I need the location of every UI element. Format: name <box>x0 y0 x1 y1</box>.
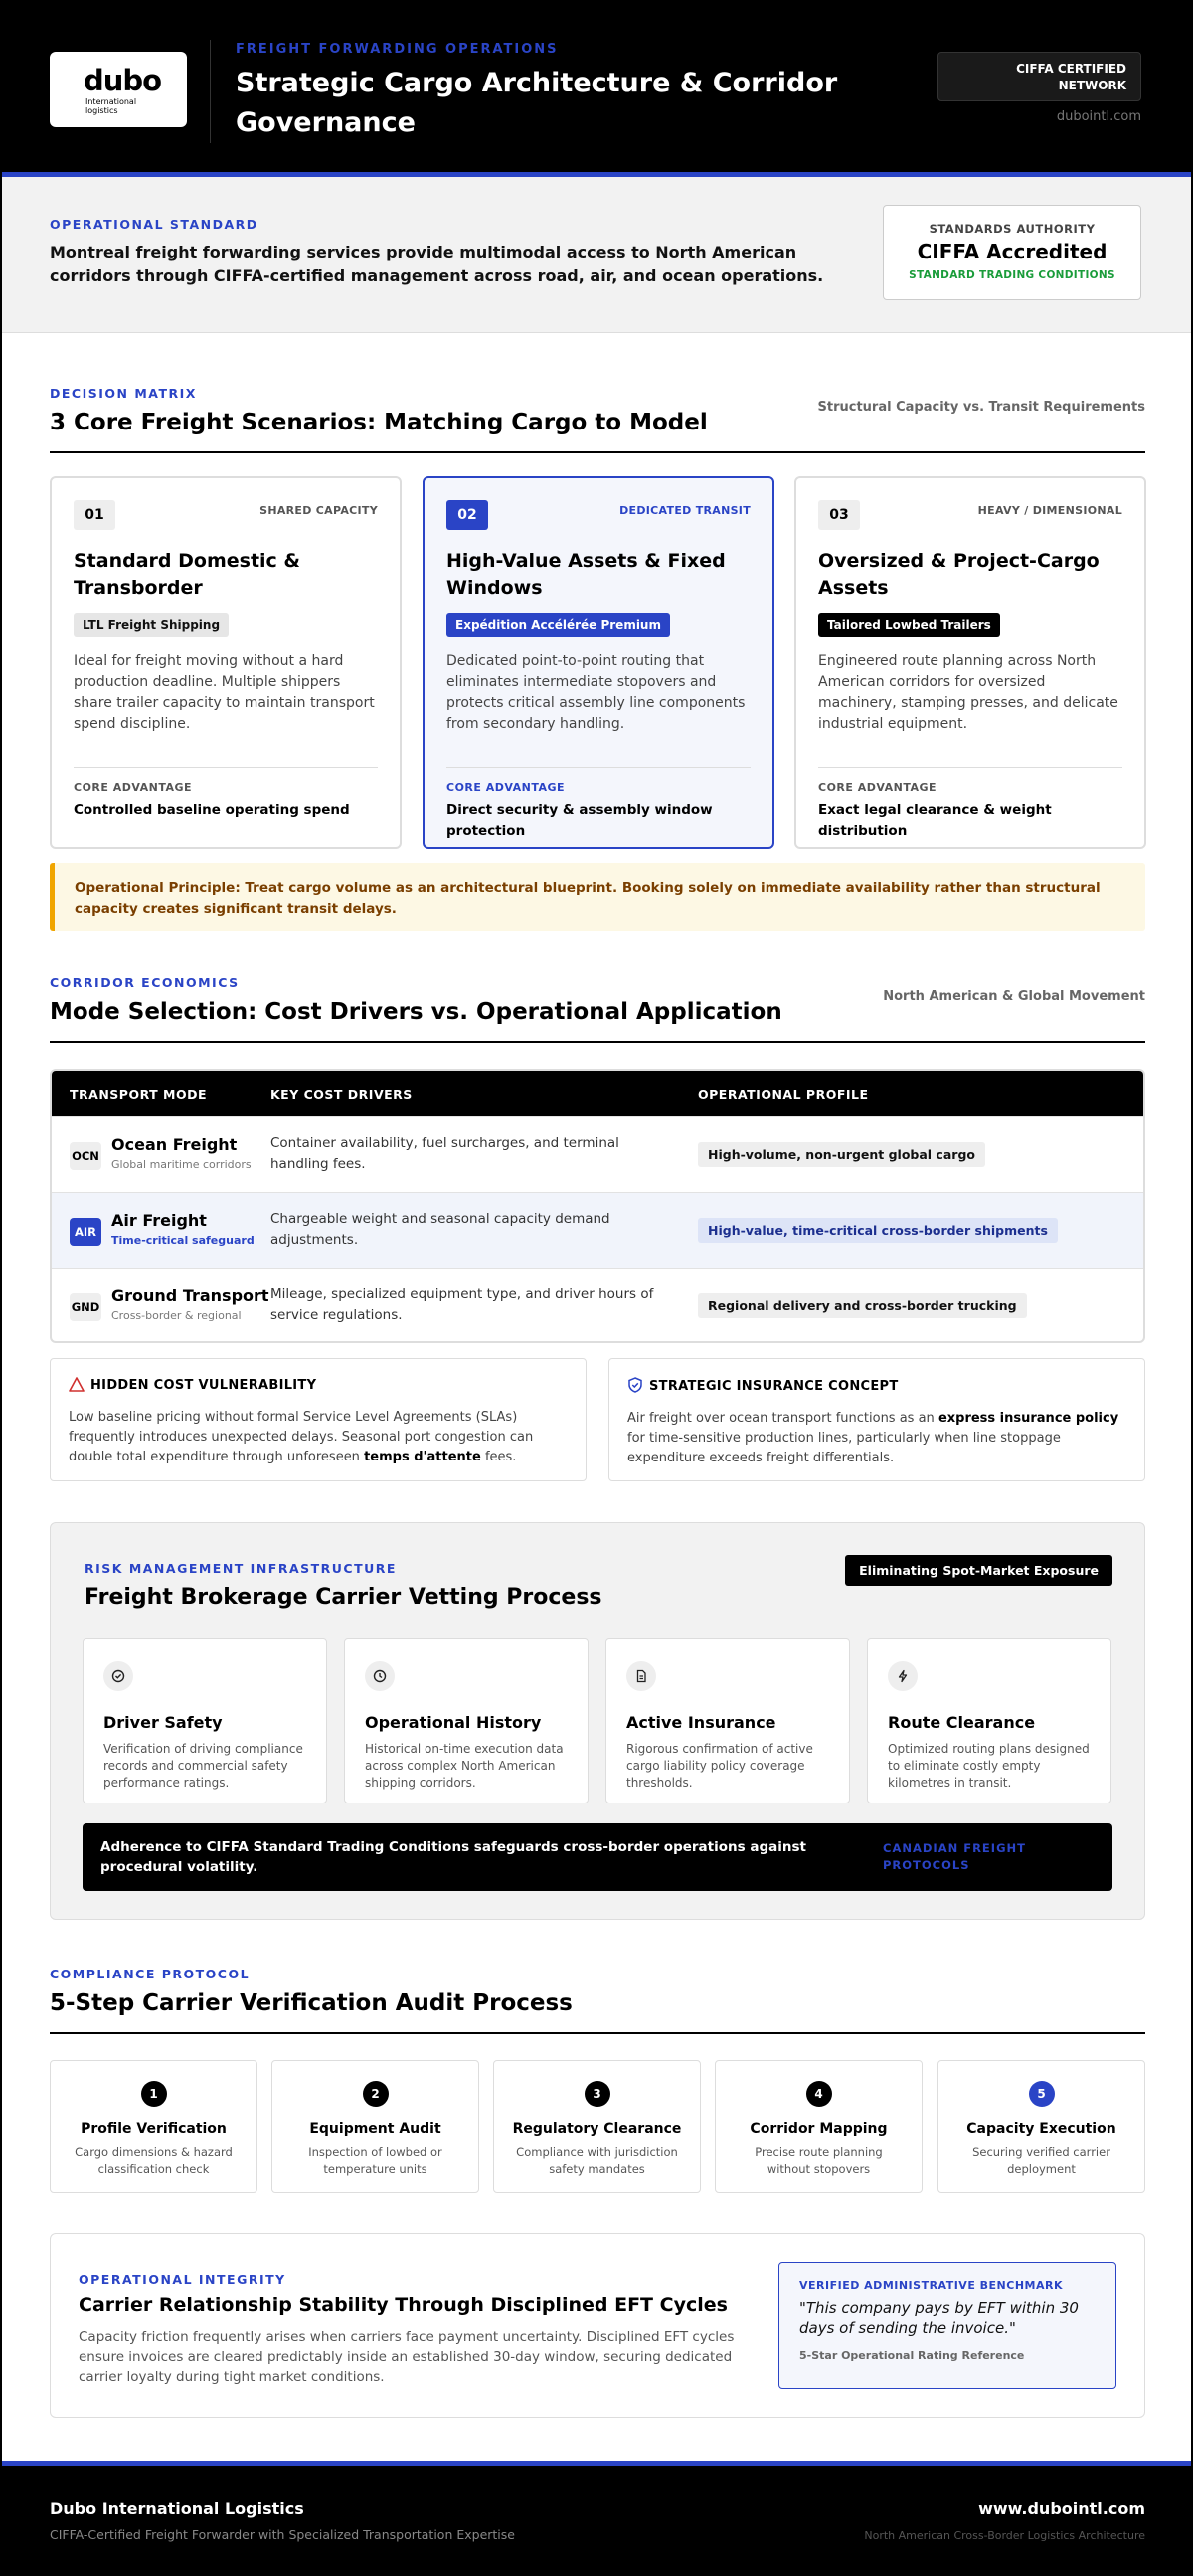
operational-profile: Regional delivery and cross-border trucking <box>698 1293 1027 1318</box>
callout-text-part: Air freight over ocean transport functions as an <box>627 1411 938 1426</box>
card-advantage-label: CORE ADVANTAGE <box>446 781 566 794</box>
header-kicker: FREIGHT FORWARDING OPERATIONS <box>236 42 559 57</box>
vetting-card-title: Active Insurance <box>626 1713 776 1732</box>
mode-name: Ocean Freight <box>111 1135 238 1154</box>
mode-badge: GND <box>70 1293 101 1321</box>
callout-text <box>627 1409 1126 1468</box>
callout-text-part: for time-sensitive production lines, particularly when line stoppage expenditure exceeds freight differentials. <box>627 1431 1061 1465</box>
clock-icon <box>365 1661 395 1691</box>
card-title: High-Value Assets & Fixed Windows <box>446 550 726 599</box>
callout-text-part: fees. <box>480 1450 517 1464</box>
card-description: Engineered route planning across North American corridors for oversized machinery, stamping presses, and delicate industrial equipment. <box>818 653 1118 732</box>
card-advantage: Exact legal clearance & weight distribution <box>818 802 1052 839</box>
section-kicker: OPERATIONAL INTEGRITY <box>79 2272 286 2287</box>
card-tag: SHARED CAPACITY <box>259 504 378 517</box>
section-title: Freight Brokerage Carrier Vetting Process <box>85 1585 602 1610</box>
vetting-card-title: Operational History <box>365 1713 542 1732</box>
mode-subtitle: Global maritime corridors <box>111 1158 252 1171</box>
hidden-cost-callout <box>50 1358 587 1481</box>
vetting-card-active-insurance[interactable] <box>605 1638 850 1803</box>
page-title: Strategic Cargo Architecture & Corridor Governance <box>236 68 838 138</box>
vetting-card-text: Rigorous confirmation of active cargo liability policy coverage thresholds. <box>626 1742 813 1790</box>
step-title: Equipment Audit <box>309 2121 441 2137</box>
integrity-text: Capacity friction frequently arises when carriers face payment uncertainty. Disciplined EFT cycles ensure invoices are cleared predictably inside an established 30-day window, securing dedicated carrier loyalty during tight market conditions. <box>79 2329 735 2385</box>
table-header <box>52 1071 1143 1116</box>
step-number: 5 <box>1029 2081 1055 2107</box>
scenario-card-3[interactable] <box>794 476 1146 849</box>
step-text: Cargo dimensions & hazard classification check <box>75 2146 233 2176</box>
operational-standard-text: Montreal freight forwarding services provide multimodal access to North American corridors through CIFFA-certified management across road, air, and ocean operations. <box>50 243 824 285</box>
section-note: North American & Global Movement <box>883 989 1145 1004</box>
scenario-card-1[interactable] <box>50 476 402 849</box>
adherence-tag: CANADIAN FREIGHT PROTOCOLS <box>883 1841 1026 1872</box>
logo-wordmark: dubo <box>84 64 162 97</box>
mode-badge: AIR <box>70 1218 101 1246</box>
header-domain[interactable]: dubointl.com <box>1056 109 1141 124</box>
callout-text-part: Low baseline pricing without formal Service Level Agreements (SLAs) frequently introduces unexpected delays. Seasonal port congestion can double total expenditure through unforeseen <box>69 1410 534 1464</box>
section-divider <box>50 1041 1145 1043</box>
card-divider <box>446 767 751 768</box>
audit-step-1[interactable] <box>50 2060 257 2193</box>
card-service-pill: Expédition Accélérée Premium <box>446 613 670 637</box>
step-text: Compliance with jurisdiction safety mandates <box>516 2146 678 2176</box>
callout-text-emphasis: express insurance policy <box>937 1411 1119 1426</box>
footer-website-link[interactable]: www.dubointl.com <box>978 2499 1145 2518</box>
benchmark-quote-box <box>778 2262 1116 2389</box>
step-number: 4 <box>806 2081 832 2107</box>
section-kicker: DECISION MATRIX <box>50 386 197 401</box>
callout-title-text: HIDDEN COST VULNERABILITY <box>90 1378 317 1393</box>
section-divider <box>50 2032 1145 2034</box>
callout-text-emphasis: temps d'attente <box>364 1450 481 1464</box>
footer-company-name: Dubo International Logistics <box>50 2499 304 2518</box>
lightning-icon <box>888 1661 918 1691</box>
operational-profile: High-value, time-critical cross-border shipments <box>698 1218 1058 1243</box>
card-advantage: Direct security & assembly window protection <box>446 802 713 839</box>
standards-authority-box <box>883 205 1141 300</box>
vetting-card-title: Route Clearance <box>888 1713 1036 1732</box>
card-advantage-label: CORE ADVANTAGE <box>74 781 193 794</box>
card-divider <box>74 767 378 768</box>
check-circle-icon <box>103 1661 133 1691</box>
section-kicker: CORRIDOR ECONOMICS <box>50 975 240 990</box>
authority-value: CIFFA Accredited <box>917 240 1108 263</box>
authority-sub: STANDARD TRADING CONDITIONS <box>909 269 1115 281</box>
audit-step-4[interactable] <box>715 2060 923 2193</box>
card-title: Oversized & Project-Cargo Assets <box>818 550 1100 599</box>
vetting-card-text: Optimized routing plans designed to eliminate costly empty kilometres in transit. <box>888 1742 1090 1790</box>
audit-step-5[interactable] <box>937 2060 1145 2193</box>
card-number: 03 <box>818 500 860 530</box>
vetting-card-title: Driver Safety <box>103 1713 223 1732</box>
step-number: 3 <box>585 2081 610 2107</box>
operational-principle-banner: Operational Principle: Treat cargo volume as an architectural blueprint. Booking solely on immediate availability rather than structural capacity creates significant transit delays. <box>50 863 1145 931</box>
step-title: Regulatory Clearance <box>512 2121 682 2137</box>
spot-market-badge: Eliminating Spot-Market Exposure <box>845 1555 1112 1586</box>
mode-selection-table <box>50 1069 1145 1343</box>
strategic-insurance-callout <box>608 1358 1145 1481</box>
section-title: Carrier Relationship Stability Through Disciplined EFT Cycles <box>79 2294 728 2316</box>
callout-title <box>627 1377 1126 1397</box>
logo-tagline: International logistics <box>85 97 137 115</box>
vetting-card-route-clearance[interactable] <box>867 1638 1111 1803</box>
audit-step-2[interactable] <box>271 2060 479 2193</box>
step-number: 2 <box>363 2081 389 2107</box>
card-divider <box>818 767 1122 768</box>
shield-check-icon <box>627 1377 643 1397</box>
step-title: Capacity Execution <box>966 2121 1116 2137</box>
benchmark-quote: "This company pays by EFT within 30 days of sending the invoice." <box>799 2299 1079 2337</box>
benchmark-sub: 5-Star Operational Rating Reference <box>799 2349 1025 2362</box>
vetting-card-operational-history[interactable] <box>344 1638 589 1803</box>
adherence-text: Adherence to CIFFA Standard Trading Conditions safeguards cross-border operations against procedural volatility. <box>100 1839 806 1875</box>
site-header <box>2 0 1191 177</box>
carrier-vetting-section <box>50 1522 1145 1920</box>
operational-profile: High-volume, non-urgent global cargo <box>698 1142 985 1167</box>
callout-title-text: STRATEGIC INSURANCE CONCEPT <box>649 1379 899 1394</box>
header-divider <box>210 40 211 143</box>
callout-text <box>69 1408 568 1467</box>
operational-standard-section <box>2 177 1191 333</box>
authority-label: STANDARDS AUTHORITY <box>929 222 1096 236</box>
card-title: Standard Domestic & Transborder <box>74 550 300 599</box>
card-tag: DEDICATED TRANSIT <box>619 504 751 517</box>
network-badge: CIFFA CERTIFIED NETWORK <box>937 52 1141 101</box>
ciffa-adherence-bar <box>83 1823 1112 1891</box>
cost-drivers: Chargeable weight and seasonal capacity demand adjustments. <box>270 1211 610 1248</box>
step-text: Inspection of lowbed or temperature units <box>308 2146 442 2176</box>
document-icon <box>626 1661 656 1691</box>
step-title: Corridor Mapping <box>750 2121 888 2137</box>
section-title: Mode Selection: Cost Drivers vs. Operational Application <box>50 999 782 1025</box>
mode-name: Ground Transport <box>111 1287 269 1305</box>
card-advantage-label: CORE ADVANTAGE <box>818 781 937 794</box>
vetting-card-driver-safety[interactable] <box>83 1638 327 1803</box>
section-title: 5-Step Carrier Verification Audit Process <box>50 1990 573 2016</box>
column-header: OPERATIONAL PROFILE <box>698 1087 869 1102</box>
table-row[interactable] <box>52 1268 1143 1343</box>
step-number: 1 <box>141 2081 167 2107</box>
table-row[interactable] <box>52 1116 1143 1192</box>
step-title: Profile Verification <box>81 2121 227 2137</box>
mode-name: Air Freight <box>111 1211 207 1230</box>
card-description: Dedicated point-to-point routing that eliminates intermediate stopovers and protects critical assembly line components from secondary handling. <box>446 653 746 732</box>
warning-triangle-icon <box>69 1377 85 1396</box>
cost-drivers: Mileage, specialized equipment type, and driver hours of service regulations. <box>270 1287 654 1323</box>
scenario-card-2[interactable] <box>423 476 774 849</box>
card-service-pill: LTL Freight Shipping <box>74 613 229 637</box>
section-title: 3 Core Freight Scenarios: Matching Cargo to Model <box>50 410 708 435</box>
benchmark-label: VERIFIED ADMINISTRATIVE BENCHMARK <box>799 2279 1063 2292</box>
card-tag: HEAVY / DIMENSIONAL <box>977 504 1122 517</box>
section-kicker: RISK MANAGEMENT INFRASTRUCTURE <box>85 1561 397 1576</box>
mode-subtitle: Time-critical safeguard <box>111 1234 255 1247</box>
step-text: Securing verified carrier deployment <box>972 2146 1110 2176</box>
card-description: Ideal for freight moving without a hard production deadline. Multiple shippers share trailer capacity to maintain transport spend discipline. <box>74 653 375 732</box>
section-note: Structural Capacity vs. Transit Requirements <box>817 400 1145 415</box>
company-logo[interactable] <box>50 52 187 127</box>
step-text: Precise route planning without stopovers <box>755 2146 883 2176</box>
mode-badge: OCN <box>70 1142 101 1170</box>
callout-title <box>69 1377 568 1396</box>
card-number: 01 <box>74 500 115 530</box>
card-number: 02 <box>446 500 488 530</box>
site-footer <box>2 2461 1193 2576</box>
footer-tagline: CIFFA-Certified Freight Forwarder with Specialized Transportation Expertise <box>50 2527 515 2542</box>
card-advantage: Controlled baseline operating spend <box>74 802 350 818</box>
table-row[interactable] <box>52 1192 1143 1268</box>
vetting-card-text: Verification of driving compliance records and commercial safety performance ratings. <box>103 1742 303 1790</box>
column-header: KEY COST DRIVERS <box>270 1087 413 1102</box>
vetting-card-text: Historical on-time execution data across complex North American shipping corridors. <box>365 1742 564 1790</box>
audit-step-3[interactable] <box>493 2060 701 2193</box>
card-service-pill: Tailored Lowbed Trailers <box>818 613 1000 637</box>
footer-note: North American Cross-Border Logistics Architecture <box>864 2529 1145 2542</box>
section-kicker: OPERATIONAL STANDARD <box>50 217 258 232</box>
section-divider <box>50 451 1145 453</box>
mode-subtitle: Cross-border & regional <box>111 1309 242 1322</box>
cost-drivers: Container availability, fuel surcharges, and terminal handling fees. <box>270 1135 619 1172</box>
operational-integrity-section <box>50 2233 1145 2418</box>
column-header: TRANSPORT MODE <box>70 1087 207 1102</box>
section-kicker: COMPLIANCE PROTOCOL <box>50 1967 251 1981</box>
